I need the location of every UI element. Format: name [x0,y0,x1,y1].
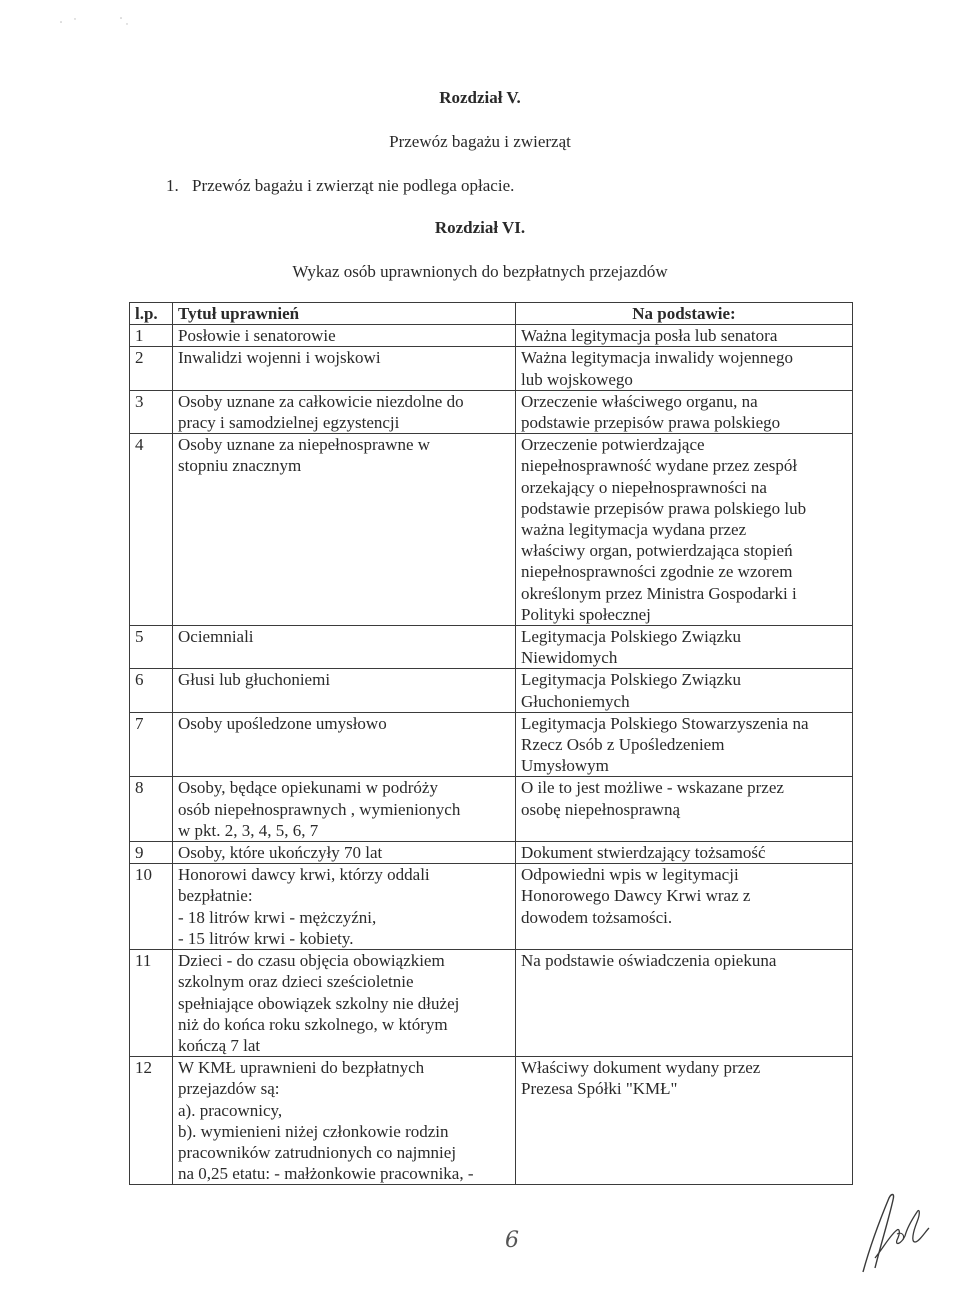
scan-specks [55,10,145,30]
row-number: 8 [130,777,173,842]
row-basis: Na podstawie oświadczenia opiekuna [516,950,853,1057]
table-row [130,842,853,864]
row-number: 11 [130,950,173,1057]
row-title: Osoby, które ukończyły 70 lat [173,842,516,864]
table-row [130,347,853,390]
row-number: 5 [130,626,173,669]
handwritten-signature [845,1188,935,1278]
row-basis: Dokument stwierdzający tożsamość [516,842,853,864]
row-number: 4 [130,434,173,626]
row-basis: Legitymacja Polskiego Stowarzyszenia na Rzecz Osób z Upośledzeniem Umysłowym [516,712,853,777]
row-basis: O ile to jest możliwe - wskazane przez osobę niepełnosprawną [516,777,853,842]
row-basis: Odpowiedni wpis w legitymacji Honorowego Dawcy Krwi wraz z dowodem tożsamości. [516,864,853,950]
chapter-5-title: Przewóz bagażu i zwierząt [389,132,571,151]
table-row [130,669,853,712]
row-basis: Legitymacja Polskiego Związku Głuchoniemych [516,669,853,712]
table-row [130,712,853,777]
row-number: 3 [130,390,173,433]
header-lp: l.p. [130,303,173,325]
row-basis: Orzeczenie potwierdzające niepełnosprawność wydane przez zespół orzekający o niepełnosprawności na podstawie przepisów prawa polskiego lub ważna legitymacja wydana przez właściwy organ, potwierdzająca stopień niepełnosprawności zgodnie ze wzorem określonym przez Ministra Gospodarki i Polityki społecznej [516,434,853,626]
row-title: Osoby upośledzone umysłowo [173,712,516,777]
table-row [130,777,853,842]
row-basis: Orzeczenie właściwego organu, na podstawie przepisów prawa polskiego [516,390,853,433]
table-row [130,434,853,626]
row-number: 2 [130,347,173,390]
row-number: 12 [130,1057,173,1185]
page-number: 6 [505,1228,519,1253]
row-title: Posłowie i senatorowie [173,325,516,347]
row-basis: Ważna legitymacja posła lub senatora [516,325,853,347]
item-number: 1. [166,176,179,195]
row-title: Dzieci - do czasu objęcia obowiązkiem szkolnym oraz dzieci sześcioletnie spełniające obowiązek szkolny nie dłużej niż do końca roku szkolnego, w którym kończą 7 lat [173,950,516,1057]
row-number: 10 [130,864,173,950]
chapter-5-item [166,176,514,196]
chapter-6-title: Wykaz osób uprawnionych do bezpłatnych przejazdów [292,262,668,281]
row-title: Głusi lub głuchoniemi [173,669,516,712]
row-number: 6 [130,669,173,712]
row-basis: Właściwy dokument wydany przez Prezesa Spółki "KMŁ" [516,1057,853,1185]
entitlements-table [129,302,853,1185]
row-number: 1 [130,325,173,347]
header-title: Tytuł uprawnień [173,303,516,325]
table-row [130,950,853,1057]
row-number: 9 [130,842,173,864]
table-row [130,325,853,347]
row-title: Osoby uznane za całkowicie niezdolne do pracy i samodzielnej egzystencji [173,390,516,433]
chapter-5-heading: Rozdział V. [439,88,521,107]
row-basis: Ważna legitymacja inwalidy wojennego lub wojskowego [516,347,853,390]
row-title: Honorowi dawcy krwi, którzy oddali bezpłatnie: - 18 litrów krwi - mężczyźni, - 15 litrów krwi - kobiety. [173,864,516,950]
table-row [130,864,853,950]
row-title: W KMŁ uprawnieni do bezpłatnych przejazdów są: a). pracownicy, b). wymienieni niżej członkowie rodzin pracowników zatrudnionych co najmniej na 0,25 etatu: - małżonkowie pracownika, - [173,1057,516,1185]
header-basis: Na podstawie: [516,303,853,325]
row-basis: Legitymacja Polskiego Związku Niewidomych [516,626,853,669]
row-title: Osoby, będące opiekunami w podróży osób niepełnosprawnych , wymienionych w pkt. 2, 3, 4, 5, 6, 7 [173,777,516,842]
row-title: Inwalidzi wojenni i wojskowi [173,347,516,390]
row-title: Ociemniali [173,626,516,669]
table-row [130,390,853,433]
table-row [130,1057,853,1185]
row-title: Osoby uznane za niepełnosprawne w stopniu znacznym [173,434,516,626]
table-header-row [130,303,853,325]
table-row [130,626,853,669]
chapter-6-heading: Rozdział VI. [434,218,526,237]
item-text: Przewóz bagażu i zwierząt nie podlega opłacie. [192,176,515,195]
row-number: 7 [130,712,173,777]
